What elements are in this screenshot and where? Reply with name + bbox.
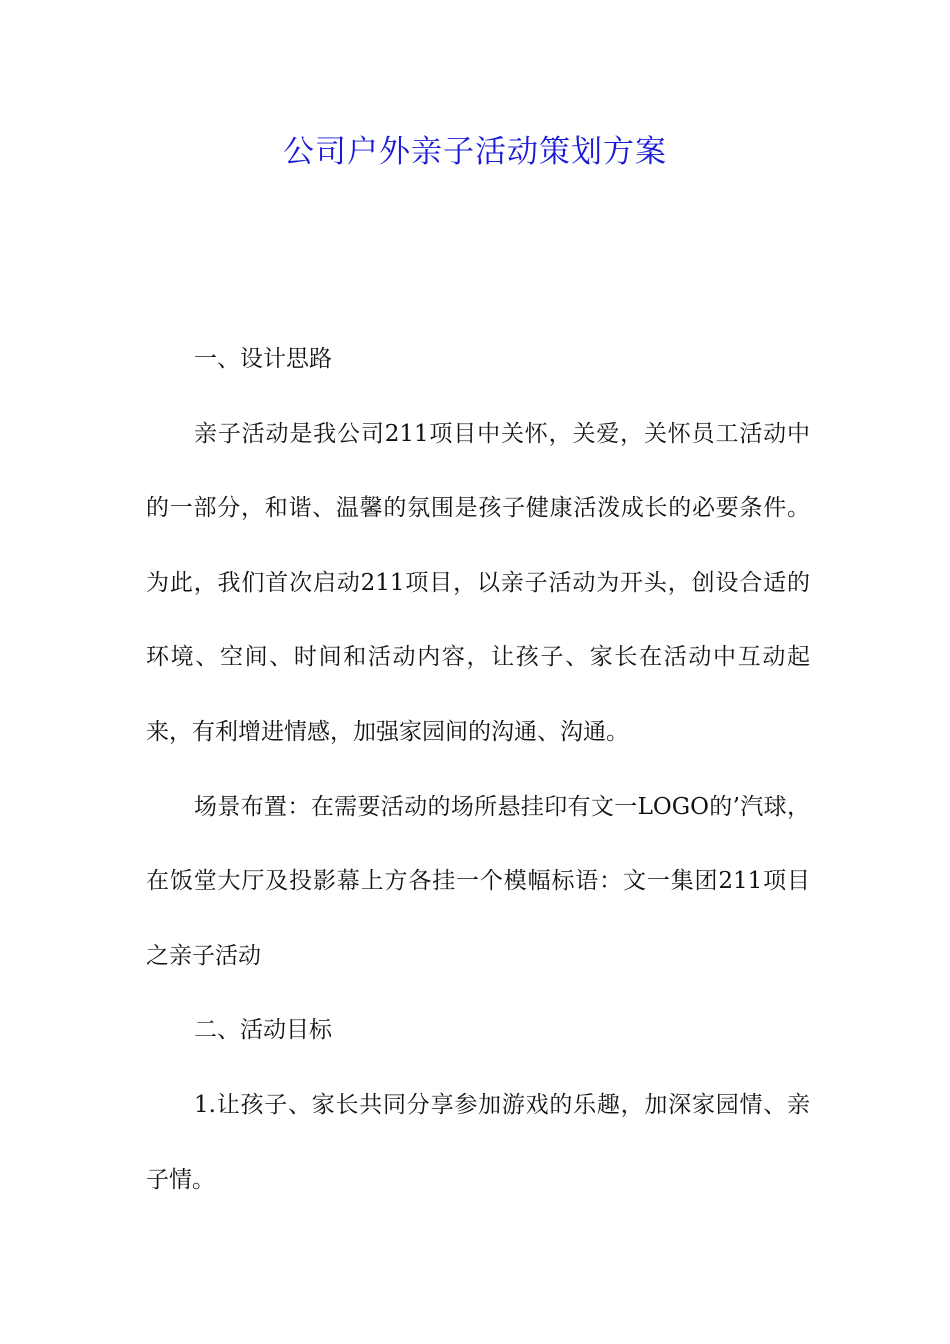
section-heading-design-idea: 一、设计思路 bbox=[194, 346, 332, 372]
paragraph-design-idea: 亲子活动是我公司211项目中关怀，关爱，关怀员工活动中的一部分，和谐、温馨的氛围是孩子健康活泼成长的必要条件。为此，我们首次启动211项目，以亲子活动为开头，创设合适的环境、空间、时间和活动内容，让孩子、家长在活动中互动起来，有利增进情感，加强家园间的沟通、沟通。 bbox=[146, 420, 810, 745]
paragraph-scene-setup: 场景布置：在需要活动的场所悬挂印有文一LOGO的’汽球，在饭堂大厅及投影幕上方各挂一个模幅标语：文一集团211项目之亲子活动 bbox=[146, 793, 810, 969]
document-title: 公司户外亲子活动策划方案 bbox=[283, 134, 667, 170]
document-body bbox=[146, 322, 810, 1217]
paragraph-goal-1: 1.让孩子、家长共同分享参加游戏的乐趣，加深家园情、亲子情。 bbox=[146, 1091, 810, 1193]
section-heading-activity-goals: 二、活动目标 bbox=[194, 1017, 332, 1044]
